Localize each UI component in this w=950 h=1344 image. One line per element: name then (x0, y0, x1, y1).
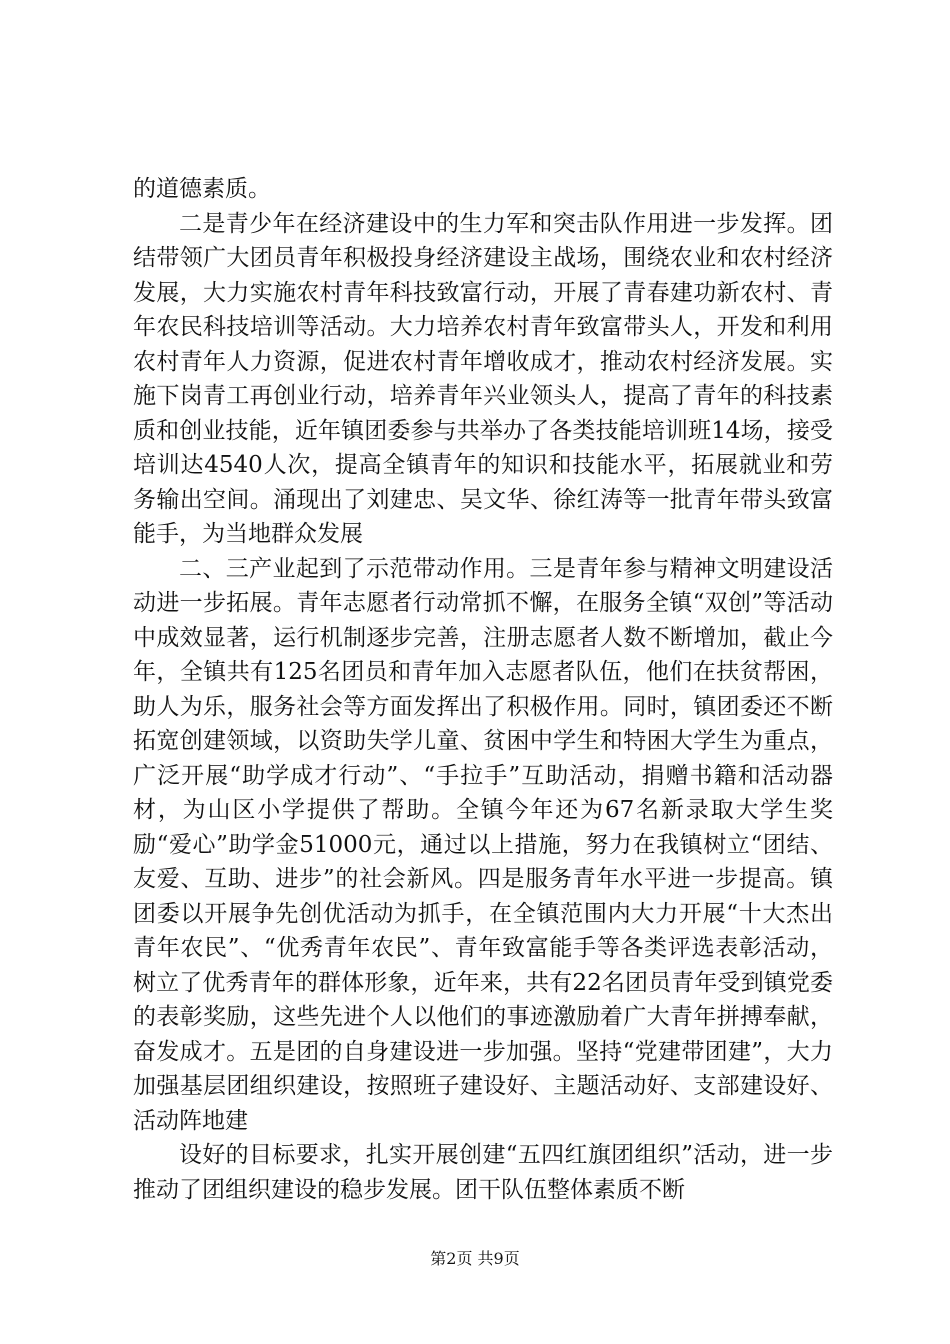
paragraph-1: 的道德素质。 (133, 176, 271, 202)
page-footer: 第2页 共9页 (430, 1249, 520, 1268)
paragraph-3: 二、三产业起到了示范带动作用。三是青年参与精神文明建设活动进一步拓展。青年志愿者行动常抓不懈，在服务全镇“双创”等活动中成效显著，运行机制逐步完善，注册志愿者人数不断增加，截止今年，全镇共有125名团员和青年加入志愿者队伍，他们在扶贫帮困，助人为乐，服务社会等方面发挥出了积极作用。同时，镇团委还不断拓宽创建领域，以资助失学儿童、贫困中学生和特困大学生为重点，广泛开展“助学成才行动”、“手拉手”互助活动，捐赠书籍和活动器材，为山区小学提供了帮助。全镇今年还为67名新录取大学生奖励“爱心”助学金51000元，通过以上措施，努力在我镇树立“团结、友爱、互助、进步”的社会新风。四是服务青年水平进一步提高。镇团委以开展争先创优活动为抓手，在全镇范围内大力开展“十大杰出青年农民”、“优秀青年农民”、青年致富能手等各类评选表彰活动，树立了优秀青年的群体形象，近年来，共有22名团员青年受到镇党委的表彰奖励，这些先进个人以他们的事迹激励着广大青年拼搏奉献，奋发成才。五是团的自身建设进一步加强。坚持“党建带团建”，大力加强基层团组织建设，按照班子建设好、主题活动好、支部建设好、活动阵地建 (133, 555, 833, 1134)
paragraph-2: 二是青少年在经济建设中的生力军和突击队作用进一步发挥。团结带领广大团员青年积极投身经济建设主战场，围绕农业和农村经济发展，大力实施农村青年科技致富行动，开展了青春建功新农村、青年农民科技培训等活动。大力培养农村青年致富带头人，开发和利用农村青年人力资源，促进农村青年增收成才，推动农村经济发展。实施下岗青工再创业行动，培养青年兴业领头人，提高了青年的科技素质和创业技能，近年镇团委参与共举办了各类技能培训班14场，接受培训达4540人次，提高全镇青年的知识和技能水平，拓展就业和劳务输出空间。涌现出了刘建忠、吴文华、徐红涛等一批青年带头致富能手，为当地群众发展 (133, 210, 833, 547)
paragraph-4: 设好的目标要求，扎实开展创建“五四红旗团组织”活动，进一步推动了团组织建设的稳步发展。团干队伍整体素质不断 (133, 1142, 833, 1203)
document-body (133, 172, 833, 1207)
